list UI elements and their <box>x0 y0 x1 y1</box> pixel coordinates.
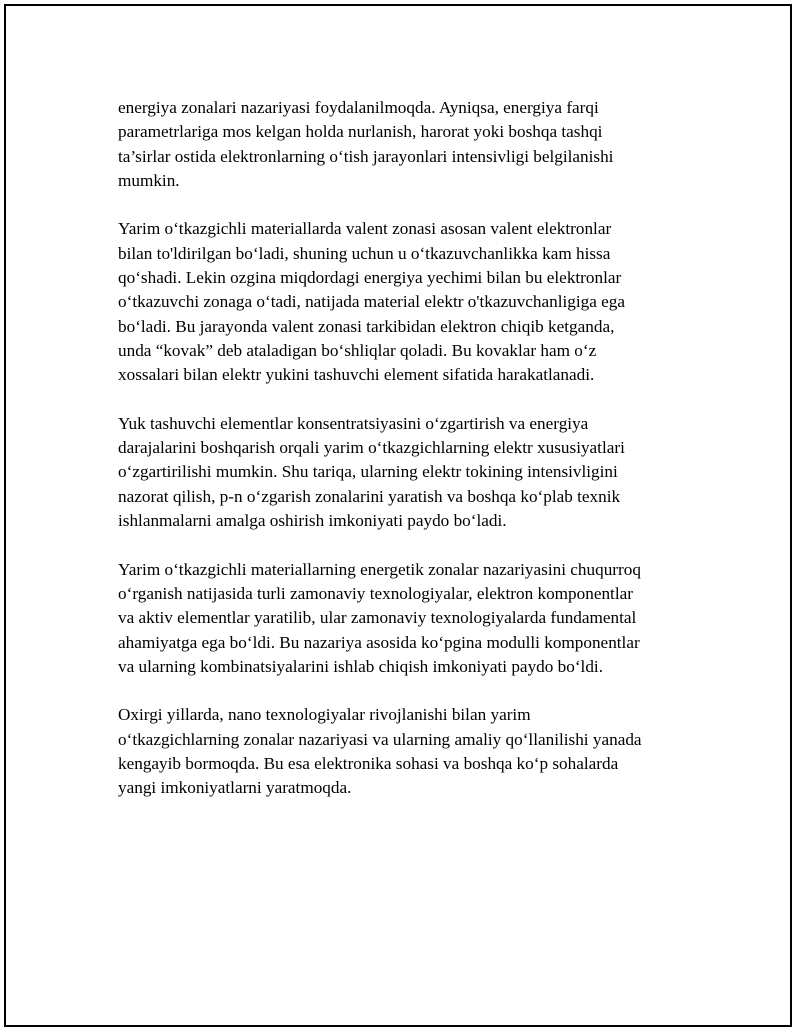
text-line: Yarim oʻtkazgichli materiallarning energetik zonalar nazariyasini chuqurroq <box>118 559 641 579</box>
text-line: Yuk tashuvchi elementlar konsentratsiyasini oʻzgartirish va energiya <box>118 413 589 433</box>
text-line: yangi imkoniyatlarni yaratmoqda. <box>118 778 352 798</box>
paragraph-2 <box>118 217 698 387</box>
paragraph-4 <box>118 558 698 679</box>
text-line: oʻzgartirilishi mumkin. Shu tariqa, ularning elektr tokining intensivligini <box>118 462 618 482</box>
text-line: parametrlariga mos kelgan holda nurlanish, harorat yoki boshqa tashqi <box>118 122 603 142</box>
text-line: ta’sirlar ostida elektronlarning oʻtish jarayonlari intensivligi belgilanishi <box>118 146 614 166</box>
text-line: bilan to'ldirilgan boʻladi, shuning uchun u oʻtkazuvchanlikka kam hissa <box>118 243 611 263</box>
text-line: ishlanmalarni amalga oshirish imkoniyati paydo boʻladi. <box>118 511 507 531</box>
paragraph-5 <box>118 703 698 800</box>
text-line: nazorat qilish, p-n oʻzgarish zonalarini yaratish va boshqa koʻplab texnik <box>118 486 621 506</box>
text-line: kengayib bormoqda. Bu esa elektronika sohasi va boshqa koʻp sohalarda <box>118 754 619 774</box>
text-line: ahamiyatga ega boʻldi. Bu nazariya asosida koʻpgina modulli komponentlar <box>118 632 640 652</box>
text-line: boʻladi. Bu jarayonda valent zonasi tarkibidan elektron chiqib ketganda, <box>118 316 615 336</box>
text-line: darajalarini boshqarish orqali yarim oʻtkazgichlarning elektr xususiyatlari <box>118 438 625 458</box>
text-line: xossalari bilan elektr yukini tashuvchi element sifatida harakatlanadi. <box>118 365 595 385</box>
paragraph-1 <box>118 96 698 193</box>
text-line: va aktiv elementlar yaratilib, ular zamonaviy texnologiyalarda fundamental <box>118 608 637 628</box>
document-body <box>118 96 698 825</box>
paragraph-3 <box>118 412 698 533</box>
text-line: unda “kovak” deb ataladigan boʻshliqlar qoladi. Bu kovaklar ham oʻz <box>118 340 597 360</box>
text-line: qoʻshadi. Lekin ozgina miqdordagi energiya yechimi bilan bu elektronlar <box>118 268 622 288</box>
text-line: oʻtkazuvchi zonaga oʻtadi, natijada material elektr o'tkazuvchanligiga ega <box>118 292 626 312</box>
text-line: Yarim oʻtkazgichli materiallarda valent zonasi asosan valent elektronlar <box>118 219 612 239</box>
text-line: va ularning kombinatsiyalarini ishlab chiqish imkoniyati paydo boʻldi. <box>118 656 603 676</box>
text-line: oʻrganish natijasida turli zamonaviy texnologiyalar, elektron komponentlar <box>118 583 633 603</box>
text-line: Oxirgi yillarda, nano texnologiyalar rivojlanishi bilan yarim <box>118 705 531 725</box>
text-line: mumkin. <box>118 170 180 190</box>
text-line: oʻtkazgichlarning zonalar nazariyasi va ularning amaliy qoʻllanilishi yanada <box>118 729 642 749</box>
text-line: energiya zonalari nazariyasi foydalanilmoqda. Ayniqsa, energiya farqi <box>118 98 599 117</box>
page-frame <box>4 4 792 1027</box>
